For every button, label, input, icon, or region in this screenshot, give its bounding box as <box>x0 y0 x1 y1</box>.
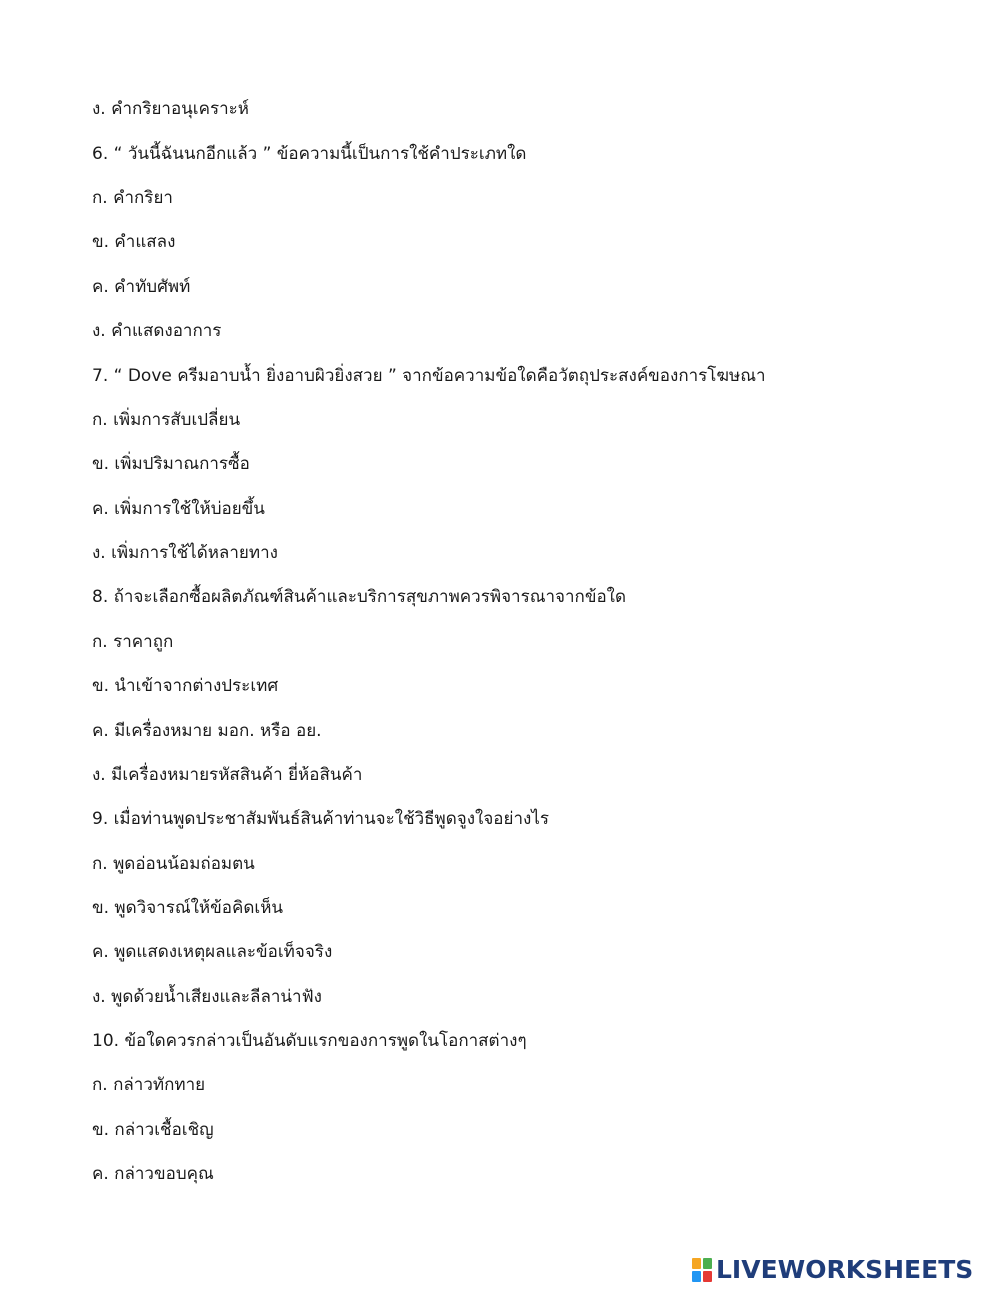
question-9: 9. เมื่อท่านพูดประชาสัมพันธ์สินค้าท่านจะใช้วิธีพูดจูงใจอย่างไร <box>92 809 549 829</box>
logo-square-1 <box>692 1258 701 1269</box>
answer-option-d-q5: ง. คำกริยาอนุเคราะห์ <box>92 99 249 119</box>
answer-option-d-q6: ง. คำแสดงอาการ <box>92 321 222 341</box>
answer-option-a-q6: ก. คำกริยา <box>92 188 173 208</box>
answer-option-b-q9: ข. พูดวิจารณ์ให้ข้อคิดเห็น <box>92 898 284 918</box>
liveworksheets-logo <box>692 1254 992 1286</box>
answer-option-a-q10: ก. กล่าวทักทาย <box>92 1075 206 1095</box>
question-8: 8. ถ้าจะเลือกซื้อผลิตภัณฑ์สินค้าและบริการสุขภาพควรพิจารณาจากข้อใด <box>92 587 626 607</box>
logo-square-3 <box>692 1271 701 1282</box>
question-6: 6. “ วันนี้ฉันนกอีกแล้ว ” ข้อความนี้เป็นการใช้คำประเภทใด <box>92 144 527 164</box>
liveworksheets-logo-icon <box>692 1258 712 1282</box>
answer-option-d-q9: ง. พูดด้วยน้ำเสียงและลีลาน่าฟัง <box>92 987 322 1007</box>
answer-option-a-q7: ก. เพิ่มการสับเปลี่ยน <box>92 410 241 430</box>
answer-option-c-q6: ค. คำทับศัพท์ <box>92 277 191 297</box>
answer-option-c-q7: ค. เพิ่มการใช้ให้บ่อยขึ้น <box>92 499 265 519</box>
question-7: 7. “ Dove ครีมอาบน้ำ ยิ่งอาบผิวยิ่งสวย ” จากข้อความข้อใดคือวัตถุประสงค์ของการโฆษณา <box>92 366 766 386</box>
logo-square-4 <box>703 1271 712 1282</box>
answer-option-a-q9: ก. พูดอ่อนน้อมถ่อมตน <box>92 854 255 874</box>
answer-option-a-q8: ก. ราคาถูก <box>92 632 174 652</box>
question-10: 10. ข้อใดควรกล่าวเป็นอันดับแรกของการพูดในโอกาสต่างๆ <box>92 1031 527 1051</box>
logo-square-2 <box>703 1258 712 1269</box>
answer-option-c-q10: ค. กล่าวขอบคุณ <box>92 1164 214 1184</box>
answer-option-c-q9: ค. พูดแสดงเหตุผลและข้อเท็จจริง <box>92 942 333 962</box>
answer-option-c-q8: ค. มีเครื่องหมาย มอก. หรือ อย. <box>92 721 322 741</box>
answer-option-b-q10: ข. กล่าวเชื้อเชิญ <box>92 1120 214 1140</box>
answer-option-d-q7: ง. เพิ่มการใช้ได้หลายทาง <box>92 543 278 563</box>
answer-option-b-q6: ข. คำแสลง <box>92 232 176 252</box>
liveworksheets-logo-text: LIVEWORKSHEETS <box>716 1255 974 1284</box>
answer-option-b-q7: ข. เพิ่มปริมาณการซื้อ <box>92 454 250 474</box>
answer-option-b-q8: ข. นำเข้าจากต่างประเทศ <box>92 676 279 696</box>
answer-option-d-q8: ง. มีเครื่องหมายรหัสสินค้า ยี่ห้อสินค้า <box>92 765 363 785</box>
